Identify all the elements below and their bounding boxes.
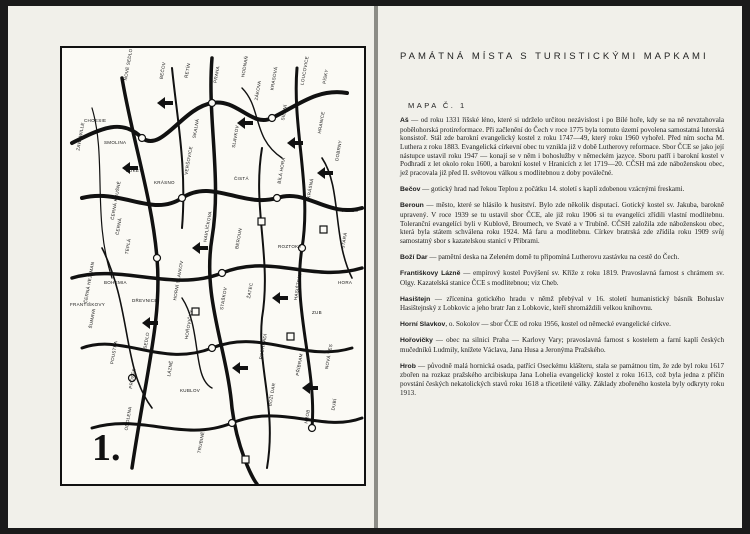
right-page xyxy=(378,6,742,528)
map-label: SILENÍ xyxy=(280,104,288,121)
town-marker xyxy=(179,195,186,202)
church-marker xyxy=(320,226,327,233)
entry-beroun: Beroun — město, které se hlásilo k husitství. Bylo zde několik disputací. Gotický kostel sv. Jakuba, barokně upravený. V roce 1939 se tu ustavil sbor ČCE, ale již roku 1906 si tu evangelíci zřídili vlastní modlitebnu. Toleranční evangelíci byli v Kublově, Broumech, ve Svaté a v Trubíně. CČSH založila zde náboženskou obec, která byla státem schválena roku 1924. Má faru a modlitebnu. Církev bratrská zde zřídila roku 1909 svůj samostatný sbor s kazatelskou stanicí v Příbrami. xyxy=(400,201,724,245)
entry-frantiskovy-lazne: Františkovy Lázně — empírový kostel Povýšení sv. Kříže z roku 1819. Pravoslavná farnost s chrámem sv. Olgy. Kazatelská stanice ČCE s modlitebnou; viz Cheb. xyxy=(400,269,724,287)
town-marker xyxy=(154,255,161,262)
map-label: BOHEMIA xyxy=(104,280,127,285)
entry-horni-slavkov: Horní Slavkov, o. Sokolov — sbor ČCE od roku 1956, kostel od německé evangelické církve. xyxy=(400,319,671,328)
map-label: PROSEK xyxy=(128,367,137,390)
arrow-icon xyxy=(232,362,248,374)
map-label: KRÁSNO xyxy=(154,180,175,185)
map-label: HODNAŇ xyxy=(240,55,249,78)
map-label: FRANTIŠKOVY xyxy=(70,302,106,307)
road xyxy=(82,342,352,355)
map-label: ZÁKOVA xyxy=(253,80,263,101)
map-label: KUBLOV xyxy=(180,388,201,393)
town-marker xyxy=(309,425,316,432)
road xyxy=(72,266,362,280)
church-marker xyxy=(287,333,294,340)
church-marker xyxy=(258,218,265,225)
map-label: DOBRNY xyxy=(334,139,343,162)
map-label: PRAHA xyxy=(212,65,221,84)
map-label: POUSTKA xyxy=(109,340,119,365)
map-label: HASIŠTEJN xyxy=(292,272,303,301)
map-label: ČERNÁ KRUŠNÉ xyxy=(109,180,122,221)
town-marker xyxy=(209,345,216,352)
map-label: ČERNÁ HEJTMAN xyxy=(82,261,96,304)
map-label: SLAVKOV xyxy=(230,124,240,149)
entry-hrob: Hrob — původně malá hornická osada, patřící Oseckému klášteru, stala se památnou tím, že zde byl roku 1617 zbořen na rozkaz pražského arcibiskupa Jana Lohelia evangelický kostel z roku 1613, což byla jedna z příčin povstání českých nekatolických stavů roku 1618 a třicetileté války. Základy zbořeného kostela byly odkryty roku 1913. xyxy=(400,361,724,397)
arrow-icon xyxy=(157,97,173,109)
map-label: PÍSKY xyxy=(321,68,330,85)
arrow-icon xyxy=(272,292,288,304)
town-marker xyxy=(269,115,276,122)
map-label: PLZEŇ xyxy=(342,208,359,213)
map-label: SMOLINA xyxy=(104,140,127,145)
map-label: LOKET xyxy=(126,168,143,173)
road xyxy=(322,158,352,278)
left-page xyxy=(8,6,374,528)
map-label: KRASOVÁ xyxy=(269,66,279,91)
map-label: HORA xyxy=(338,280,353,285)
map-label: ZAWAWILLE xyxy=(75,121,86,152)
map-label: PŘÍBRAM xyxy=(294,352,304,377)
map-label: DŘEVNICE xyxy=(132,298,158,303)
town-marker xyxy=(274,195,281,202)
page-title: PAMÁTNÁ MÍSTA S TURISTICKÝMI MAPKAMI xyxy=(400,51,709,62)
map-label: ŽATEC xyxy=(246,282,254,299)
entry-bozi-dar: Boží Dar — pamětní deska na Zeleném domě tu připomíná Lutherovu zastávku na cestě do Čech. xyxy=(400,252,680,261)
map-label: BOŽÍ DAR xyxy=(267,382,277,407)
road xyxy=(92,416,362,430)
map-label: ŠUMAVA xyxy=(87,308,97,329)
map-label: NOVÉ SEDLO xyxy=(122,48,134,81)
map-label: LÁZNĚ xyxy=(166,360,174,377)
map-label: VERŠOVICE xyxy=(183,145,194,176)
map-label: LOUCOVICE xyxy=(299,55,310,86)
map-label: ČISTÁ xyxy=(234,176,249,181)
town-marker xyxy=(209,100,216,107)
map-label: BEROUN xyxy=(234,227,243,250)
map-number: 1. xyxy=(92,427,121,469)
map-label: NOVÁ VES xyxy=(324,343,334,370)
map-label: HOŘOVIČKY xyxy=(183,309,194,340)
map-label: ODOLENA xyxy=(123,406,133,431)
map-label: PODHRADÍ xyxy=(258,333,268,360)
map-label: CHOESIE xyxy=(84,118,107,123)
map-heading: MAPA Č. 1 xyxy=(408,101,467,110)
entry-as: Aš — od roku 1331 říšské léno, které si udrželo určitou nezávislost i po Bílé hoře, kdy se na ně nevztahovala pobělohorská protireformace. Při začlenění do Čech v roce 1775 byla tomuto území povolena samostatná luterská konsistoř. Stál zde barokní evangelický kostel z roku 1747—49, který roku 1960 vyhořel. Před ním socha M. Luthera z roku 1883. Evangelická církevní obec tu vznikla již v době Lutherovy reformace. Sbor ČCE se jako její nástupce ustavil roku 1947 — konají se v něm i bohoslužby v německém jazyce. Sboru patří i barokní kostel v Podhradí z let okolo roku 1600, a barokní kostel v Hranicích z let 1719—20. CČSH má zde náboženskou obec, jež pracovala již před II. světovou válkou s modlitebnou z doby poválečné. xyxy=(400,116,724,177)
road xyxy=(82,191,362,210)
entry-horovicky: Hořovičky — obec na silnici Praha — Karlovy Vary; pravoslavná farnost s kostelem a farní kaplí českých mučedníků Ludmily, knížete Václava, Jana Husa a Jeronýma Pražského. xyxy=(400,336,724,355)
map-label: ŘETÍN xyxy=(183,62,192,79)
map-label: BEČOV xyxy=(158,61,167,80)
map-label: STARÁ xyxy=(340,232,348,249)
tourist-map xyxy=(60,46,366,486)
map-label: STAŠKOV xyxy=(219,286,228,311)
map-label: KRÁSNÁ xyxy=(305,178,315,199)
map-drawing xyxy=(62,48,364,484)
church-marker xyxy=(242,456,249,463)
map-label: HROB xyxy=(303,409,311,424)
entry-hasistejn: Hasištejn — zřícenina gotického hradu v němž přebýval v 16. století humanistický básník Bohuslav Hasištejnský z Lobkovic a jeho bratr Jan z Lobkovic, kteří shromáždili velkou knihovnu. xyxy=(400,294,724,313)
map-label: TRUBINĚ xyxy=(196,431,206,454)
map-label: ROZTOKY xyxy=(278,244,302,249)
town-marker xyxy=(139,135,146,142)
arrow-icon xyxy=(192,242,208,254)
road xyxy=(259,148,270,468)
town-marker xyxy=(219,270,226,277)
map-label: SEDLO xyxy=(142,331,151,350)
map-label: SKALNÁ xyxy=(191,118,200,139)
map-label: HRANICE xyxy=(316,111,326,134)
entry-becov: Bečov — gotický hrad nad řekou Teplou z počátku 14. století s kaplí zdobenou vzácnými freskami. xyxy=(400,184,685,193)
map-label: ČERNÁ xyxy=(114,217,123,236)
map-label: TEPLÁ xyxy=(124,238,132,255)
map-label: DUBÍ xyxy=(330,398,338,411)
map-label: BÍLÁ HORA xyxy=(276,156,287,185)
map-label: ZUB xyxy=(312,310,322,315)
arrow-icon xyxy=(302,382,318,394)
town-marker xyxy=(229,420,236,427)
map-label: HORNÍ SLAVKOV xyxy=(172,260,185,301)
map-label: HAVLÍČKOVA xyxy=(202,210,213,243)
entries-list xyxy=(400,116,724,404)
